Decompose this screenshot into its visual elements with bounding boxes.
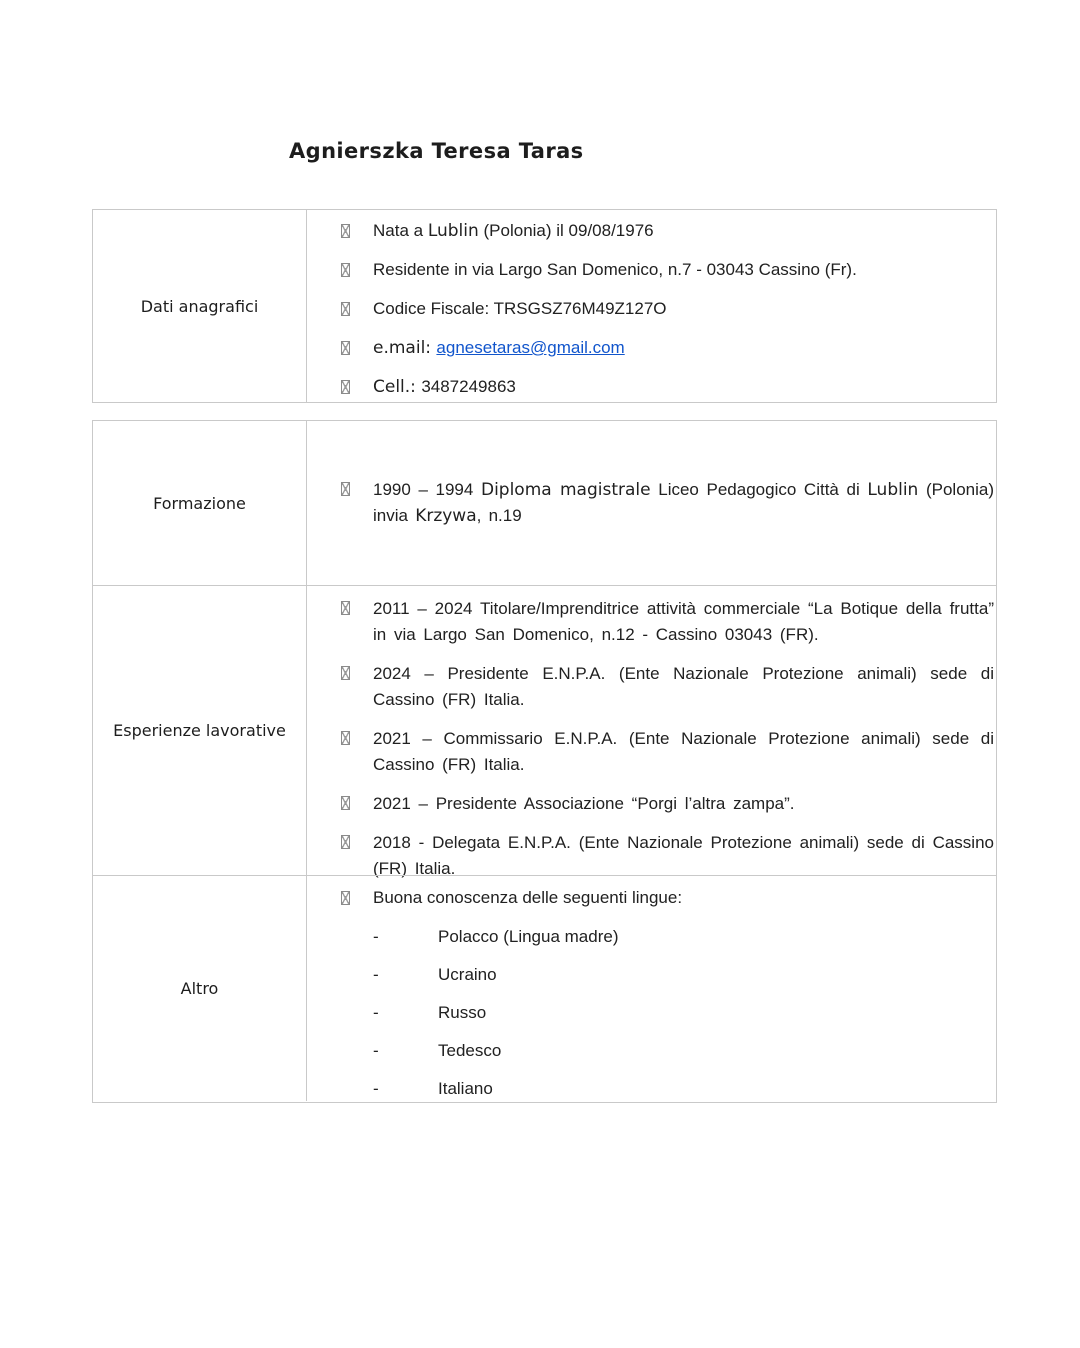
fiscal-code-text	[373, 297, 990, 321]
missing-glyph-bullet-icon	[341, 796, 350, 810]
missing-glyph-bullet-icon	[341, 601, 350, 615]
section-content-cell	[307, 586, 996, 878]
language-name: Tedesco	[438, 1041, 502, 1060]
list-item	[341, 219, 990, 243]
work-entry-text: 2024 – Presidente E.N.P.A. (Ente Nazionale Protezione animali) sede di Cassino (FR) Italia.	[373, 664, 994, 709]
language-item	[373, 925, 990, 949]
missing-glyph-bullet-icon	[341, 891, 350, 905]
missing-glyph-bullet-icon	[341, 482, 350, 496]
text-segment: Diploma magistrale	[480, 480, 651, 500]
list-item	[341, 886, 990, 910]
missing-glyph-bullet-icon	[341, 302, 350, 316]
section-content-cell	[307, 210, 996, 402]
missing-glyph-bullet-icon	[341, 835, 350, 849]
work-entry-text: 2021 – Presidente Associazione “Porgi l’altra zampa”.	[373, 794, 795, 813]
list-item	[341, 661, 994, 713]
missing-glyph-bullet-icon	[341, 224, 350, 238]
section-label-cell	[93, 586, 307, 875]
language-item	[373, 963, 990, 987]
email-link[interactable]: agnesetaras@gmail.com	[436, 338, 625, 357]
text-segment: Residente in via Largo San Domenico, n.7 - 03043 Cassino (Fr).	[373, 260, 857, 279]
work-entry-text: 2018 - Delegata E.N.P.A. (Ente Nazionale Protezione animali) sede di Cassino (FR) Italia.	[373, 833, 994, 878]
text-segment: e.mail:	[373, 338, 437, 358]
section-label-cell	[93, 421, 307, 585]
languages-heading: Buona conoscenza delle seguenti lingue:	[373, 888, 683, 907]
section-label-dati-anagrafici: Dati anagrafici	[140, 296, 259, 316]
language-item	[373, 1077, 990, 1101]
section-label-cell	[93, 210, 307, 402]
language-item	[373, 1039, 990, 1063]
language-name: Russo	[438, 1003, 487, 1022]
list-item	[341, 791, 994, 817]
section-label-altro: Altro	[180, 979, 219, 998]
dash-bullet: -	[373, 1079, 379, 1098]
text-segment: Liceo Pedagogico Città di	[650, 480, 868, 499]
list-item	[341, 297, 990, 321]
text-segment: (Polonia) invia	[373, 480, 995, 525]
text-segment: Krzywa	[415, 506, 477, 526]
table-row	[93, 585, 996, 878]
list-item	[341, 726, 994, 778]
work-entry-text: 2011 – 2024 Titolare/Imprenditrice attività commerciale “La Botique della frutta” in via Largo San Domenico, n.12 - Cassino 03043 (FR).	[373, 599, 994, 644]
text-segment: Lublin	[867, 480, 919, 500]
work-entry-text: 2021 – Commissario E.N.P.A. (Ente Nazionale Protezione animali) sede di Cassino (FR) Italia.	[373, 729, 994, 774]
text-segment: 1990 – 1994	[373, 480, 481, 499]
education-entry-text	[373, 477, 994, 529]
table-row	[93, 210, 996, 402]
text-segment: Cell.:	[373, 377, 422, 397]
text-segment: Codice Fiscale: TRSGSZ76M49Z127O	[373, 299, 667, 318]
dash-bullet: -	[373, 965, 379, 984]
list-item	[341, 477, 994, 529]
section-label-formazione: Formazione	[153, 493, 246, 513]
dash-bullet: -	[373, 1041, 379, 1060]
text-segment: Lublin	[427, 221, 479, 241]
section-label-esperienze-lavorative: Esperienze lavorative	[113, 721, 286, 740]
list-item	[341, 375, 990, 399]
residence-info-text	[373, 258, 990, 282]
table-dati-anagrafici	[92, 209, 997, 403]
section-label-cell	[93, 876, 307, 1101]
text-segment: Nata a	[373, 221, 428, 240]
text-segment: (Polonia) il 09/08/1976	[478, 221, 654, 240]
section-content-cell	[307, 421, 996, 585]
phone-line	[373, 375, 990, 399]
text-segment: , n.19	[476, 506, 522, 525]
list-item	[341, 596, 994, 648]
language-name: Italiano	[438, 1079, 493, 1098]
text-segment: 3487249863	[421, 377, 516, 396]
table-cv-sections	[92, 420, 997, 1103]
page-title: Agnierszka Teresa Taras	[289, 139, 584, 163]
table-row	[93, 875, 996, 1101]
dash-bullet: -	[373, 1003, 379, 1022]
section-content-cell	[307, 876, 996, 1101]
missing-glyph-bullet-icon	[341, 731, 350, 745]
list-item	[341, 336, 990, 360]
missing-glyph-bullet-icon	[341, 263, 350, 277]
language-item	[373, 1001, 990, 1025]
birth-info-text	[373, 219, 990, 243]
language-name: Polacco (Lingua madre)	[438, 927, 619, 946]
table-row	[93, 421, 996, 585]
missing-glyph-bullet-icon	[341, 341, 350, 355]
dash-bullet: -	[373, 927, 379, 946]
email-line	[373, 336, 990, 360]
language-name: Ucraino	[438, 965, 497, 984]
list-item	[341, 258, 990, 282]
missing-glyph-bullet-icon	[341, 380, 350, 394]
missing-glyph-bullet-icon	[341, 666, 350, 680]
